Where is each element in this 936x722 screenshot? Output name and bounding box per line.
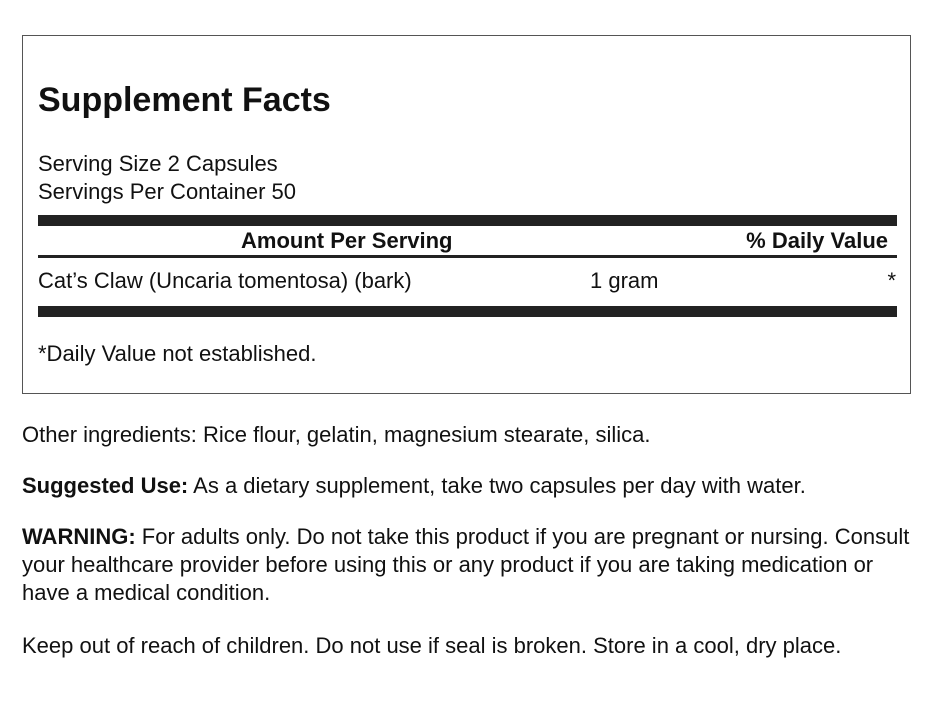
suggested-use — [22, 472, 917, 500]
panel-title: Supplement Facts — [38, 81, 331, 119]
suggested-use-label: Suggested Use: — [22, 473, 189, 498]
warning-text: For adults only. Do not take this product if you are pregnant or nursing. Consult your healthcare provider before using this or any product if you are taking medication or have a medical condition. — [22, 524, 910, 605]
daily-value-footnote: *Daily Value not established. — [38, 341, 317, 366]
other-ingredients: Other ingredients: Rice flour, gelatin, magnesium stearate, silica. — [22, 422, 651, 447]
supplement-facts-panel — [22, 35, 911, 394]
warning-label: WARNING: — [22, 524, 136, 549]
header-amount-per-serving: Amount Per Serving — [241, 228, 453, 253]
divider-thick-bottom — [38, 306, 897, 317]
storage-instructions: Keep out of reach of children. Do not use if seal is broken. Store in a cool, dry place. — [22, 633, 842, 658]
servings-per-container: Servings Per Container 50 — [38, 179, 297, 204]
ingredient-name: Cat’s Claw (Uncaria tomentosa) (bark) — [38, 268, 412, 293]
suggested-use-text: As a dietary supplement, take two capsules per day with water. — [188, 473, 806, 498]
divider-thick-top — [38, 215, 897, 226]
ingredient-amount: 1 gram — [590, 268, 659, 293]
warning — [22, 523, 917, 607]
header-daily-value: % Daily Value — [746, 228, 888, 253]
serving-size: Serving Size 2 Capsules — [38, 151, 278, 176]
ingredient-daily-value: * — [887, 268, 896, 293]
divider-medium — [38, 255, 897, 258]
